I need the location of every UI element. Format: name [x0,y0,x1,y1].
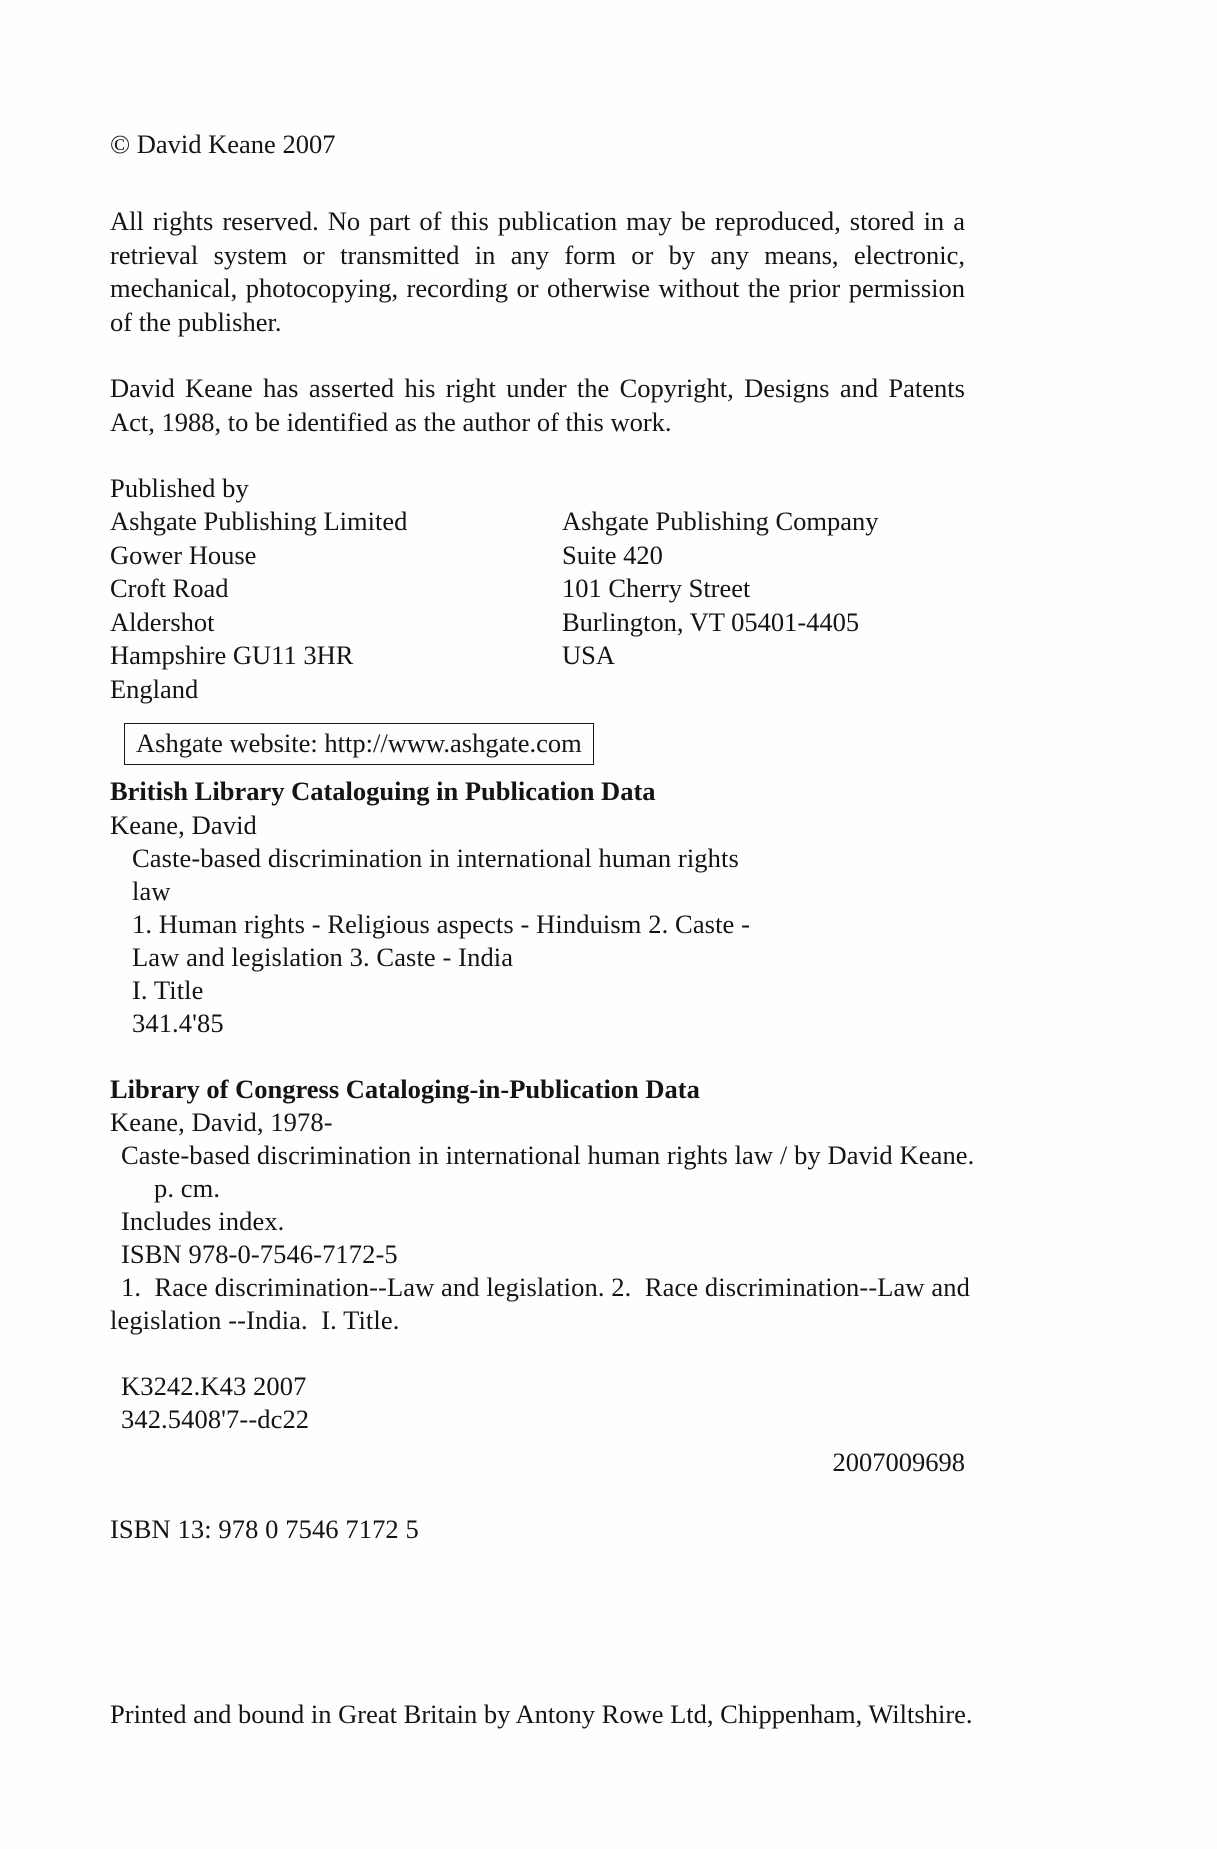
loc-dewey-number: 342.5408'7--dc22 [121,1404,310,1434]
loc-pagination-line: p. cm. [154,1173,221,1203]
library-of-congress-heading: Library of Congress Cataloging-in-Publication Data [110,1073,700,1104]
publisher-row [110,505,990,539]
spacer [110,1337,1110,1370]
call-number-block [110,1370,1110,1436]
bl-subject-line-2: Law and legislation 3. Caste - India [132,941,514,972]
loc-author-line: Keane, David, 1978- [110,1107,333,1137]
uk-postcode-line: Hampshire GU11 3HR [110,640,354,670]
spacer [110,439,1110,472]
spacer [110,706,1110,723]
bl-title-added-entry: I. Title [132,974,204,1005]
copyright-notice: © David Keane 2007 [110,129,336,159]
spacer [110,1040,1110,1073]
publisher-row [110,673,990,707]
printed-and-bound-line: Printed and bound in Great Britain by Antony Rowe Ltd, Chippenham, Wiltshire. [110,1699,973,1729]
uk-address-line-3: Aldershot [110,606,215,637]
us-publisher-name: Ashgate Publishing Company [562,506,879,536]
spacer [110,339,1110,372]
loc-call-number: K3242.K43 2007 [121,1371,307,1401]
page-content [110,128,1110,1546]
loc-isbn-line: ISBN 978-0-7546-7172-5 [121,1239,398,1269]
uk-address-line-2: Croft Road [110,573,229,603]
spacer [110,765,1110,775]
publisher-row [110,539,990,573]
loc-title-line: Caste-based discrimination in international human rights law / by David Keane. [121,1140,975,1170]
publisher-row [110,639,990,673]
ashgate-website-box[interactable]: Ashgate website: http://www.ashgate.com [124,723,594,765]
uk-publisher-name: Ashgate Publishing Limited [110,506,408,536]
us-address-line-3: Burlington, VT 05401-4405 [562,606,860,637]
bl-author-line: Keane, David [110,809,257,840]
bl-dewey-number: 341.4'85 [132,1007,224,1038]
us-address-line-1: Suite 420 [562,539,663,570]
published-by-label: Published by [110,473,249,503]
publisher-row [110,572,990,606]
spacer [110,161,1110,205]
uk-address-line-1: Gower House [110,539,257,570]
publisher-row [110,606,990,640]
british-library-cip-section [110,775,1110,1040]
website-box-wrapper [110,723,1110,765]
loc-includes-index-line: Includes index. [121,1206,285,1236]
us-address-line-2: 101 Cherry Street [562,573,751,603]
spacer [110,1480,1110,1513]
publisher-block [110,472,990,706]
loc-subjects-line-2: legislation --India. I. Title. [110,1305,400,1335]
author-assertion-paragraph: David Keane has asserted his right under the Copyright, Designs and Patents Act, 1988, to be identified as the author of this work. [110,373,965,437]
uk-country-line: England [110,673,199,704]
all-rights-reserved-paragraph: All rights reserved. No part of this publication may be reproduced, stored in a retrieval system or transmitted in any form or by any means, electronic, mechanical, photocopying, recording or otherwise without the prior permission of the publisher. [110,206,965,337]
spacer [110,1436,1110,1446]
us-filler [562,673,990,707]
us-country-line: USA [562,640,616,670]
bl-title-line-2: law [132,875,171,906]
loc-control-number: 2007009698 [832,1447,965,1477]
bl-subject-line-1: 1. Human rights - Religious aspects - Hinduism 2. Caste - [132,908,751,939]
library-of-congress-cip-section [110,1073,1110,1338]
isbn13-line: ISBN 13: 978 0 7546 7172 5 [110,1513,419,1544]
bl-title-line-1: Caste-based discrimination in international human rights [132,842,739,873]
british-library-heading: British Library Cataloguing in Publication Data [110,776,656,806]
loc-subjects-line-1: 1. Race discrimination--Law and legislation. 2. Race discrimination--Law and [121,1272,970,1302]
